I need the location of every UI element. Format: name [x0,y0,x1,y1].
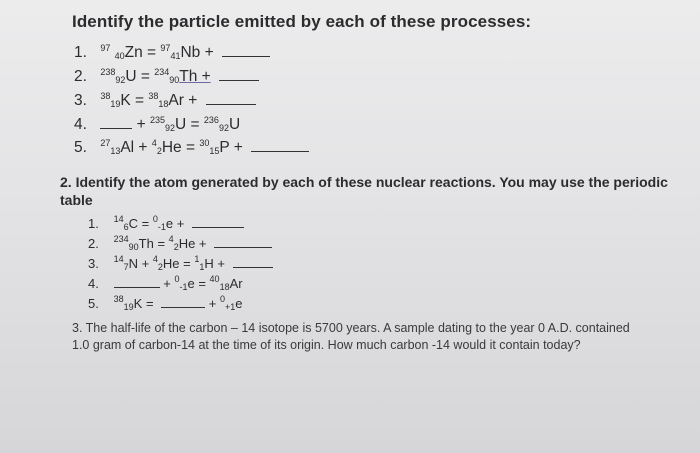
element: e = [187,276,210,291]
atomic-number: 2 [173,242,179,252]
atomic-number: 2 [156,146,162,156]
q3-text: 3. The half-life of the carbon – 14 isotope is 5700 years. A sample dating to the year 0 A.D. contained 1.0 gram of carbon-14 at the time of its origin. How much carbon -14 would it contain today? [72,321,630,352]
plus-sign: + [208,296,217,311]
element: He + [178,236,207,251]
plus-sign: + [136,116,146,133]
atomic-number: 7 [123,262,129,272]
atomic-number: 13 [110,146,121,156]
item-number: 1. [74,44,87,61]
answer-blank[interactable] [206,103,256,105]
q1-item-4 [74,116,240,134]
q1-item-2 [74,68,259,86]
atomic-number: 19 [110,99,121,109]
mass-number: 0 [174,274,180,284]
element: He = [162,256,195,271]
element: C = [128,216,153,231]
answer-blank[interactable] [114,286,160,288]
element: H + [204,256,225,271]
element: K = [133,296,154,311]
atomic-number: 18 [219,282,230,292]
element: N + [128,256,153,271]
q1-heading: Identify the particle emitted by each of these processes: [72,12,532,31]
atomic-number: 92 [218,123,229,133]
answer-blank[interactable] [251,150,309,152]
atomic-number: 41 [170,51,181,61]
element: Th + [179,68,211,85]
q2-item-2 [88,236,272,251]
item-number: 5. [88,296,99,311]
atomic-number: 90 [128,242,139,252]
item-number: 5. [74,139,87,156]
answer-blank[interactable] [219,79,259,81]
item-number: 2. [74,68,87,85]
mass-number: 4 [152,254,158,264]
element: U = [125,68,155,85]
q1-item-1 [74,44,270,62]
element: Zn = [124,44,161,61]
mass-number: 30 [199,138,210,148]
atomic-number: 1 [199,262,205,272]
mass-number: 38 [100,91,111,101]
element: Ar + [168,92,198,109]
answer-blank[interactable] [222,55,270,57]
q2-item-1 [88,216,244,231]
mass-number: 234 [154,67,170,77]
atomic-number: 40 [114,51,125,61]
atomic-number: +1 [225,302,236,312]
mass-number: 0 [220,294,226,304]
atomic-number: -1 [179,282,188,292]
q2-item-3 [88,256,273,271]
element: P + [219,139,243,156]
q2-item-4 [88,276,243,291]
item-number: 3. [74,92,87,109]
answer-blank[interactable] [100,127,132,129]
mass-number: 0 [152,214,158,224]
atomic-number: 15 [209,146,220,156]
mass-number: 238 [100,67,116,77]
answer-blank[interactable] [192,226,244,228]
element: Th = [138,236,169,251]
atomic-number: 92 [165,123,176,133]
element: U = [175,116,204,133]
atomic-number: 2 [157,262,163,272]
element: K = [120,92,149,109]
element: e [235,296,243,311]
item-number: 2. [88,236,99,251]
mass-number: 14 [113,214,124,224]
atomic-number: 90 [169,75,180,85]
element: e + [165,216,185,231]
mass-number: 236 [203,115,219,125]
mass-number: 40 [209,274,220,284]
item-number: 4. [74,116,87,133]
q1-item-5 [74,139,309,157]
element: Nb + [180,44,214,61]
mass-number: 235 [150,115,166,125]
mass-number: 38 [148,91,159,101]
atomic-number: -1 [157,222,166,232]
element: Al + [120,139,152,156]
mass-number: 97 [160,43,171,53]
answer-blank[interactable] [214,246,272,248]
mass-number: 234 [113,234,129,244]
mass-number: 14 [113,254,124,264]
answer-blank[interactable] [161,306,205,308]
item-number: 1. [88,216,99,231]
atomic-number: 18 [158,99,169,109]
plus-sign: + [163,276,171,291]
item-number: 3. [88,256,99,271]
atomic-number: 92 [115,75,126,85]
mass-number: 4 [151,138,157,148]
item-number: 4. [88,276,99,291]
atomic-number: 6 [123,222,129,232]
atomic-number: 19 [123,302,134,312]
element: Ar [229,276,243,291]
q2-item-5 [88,296,243,311]
mass-number: 97 [100,43,111,53]
mass-number: 38 [113,294,124,304]
q2-heading: 2. Identify the atom generated by each of these nuclear reactions. You may use the periodic table [60,174,668,208]
mass-number: 27 [100,138,111,148]
mass-number: 4 [168,234,174,244]
q1-item-3 [74,92,256,110]
mass-number: 1 [194,254,200,264]
element: U [228,116,241,133]
answer-blank[interactable] [233,266,273,268]
element: He = [161,139,200,156]
